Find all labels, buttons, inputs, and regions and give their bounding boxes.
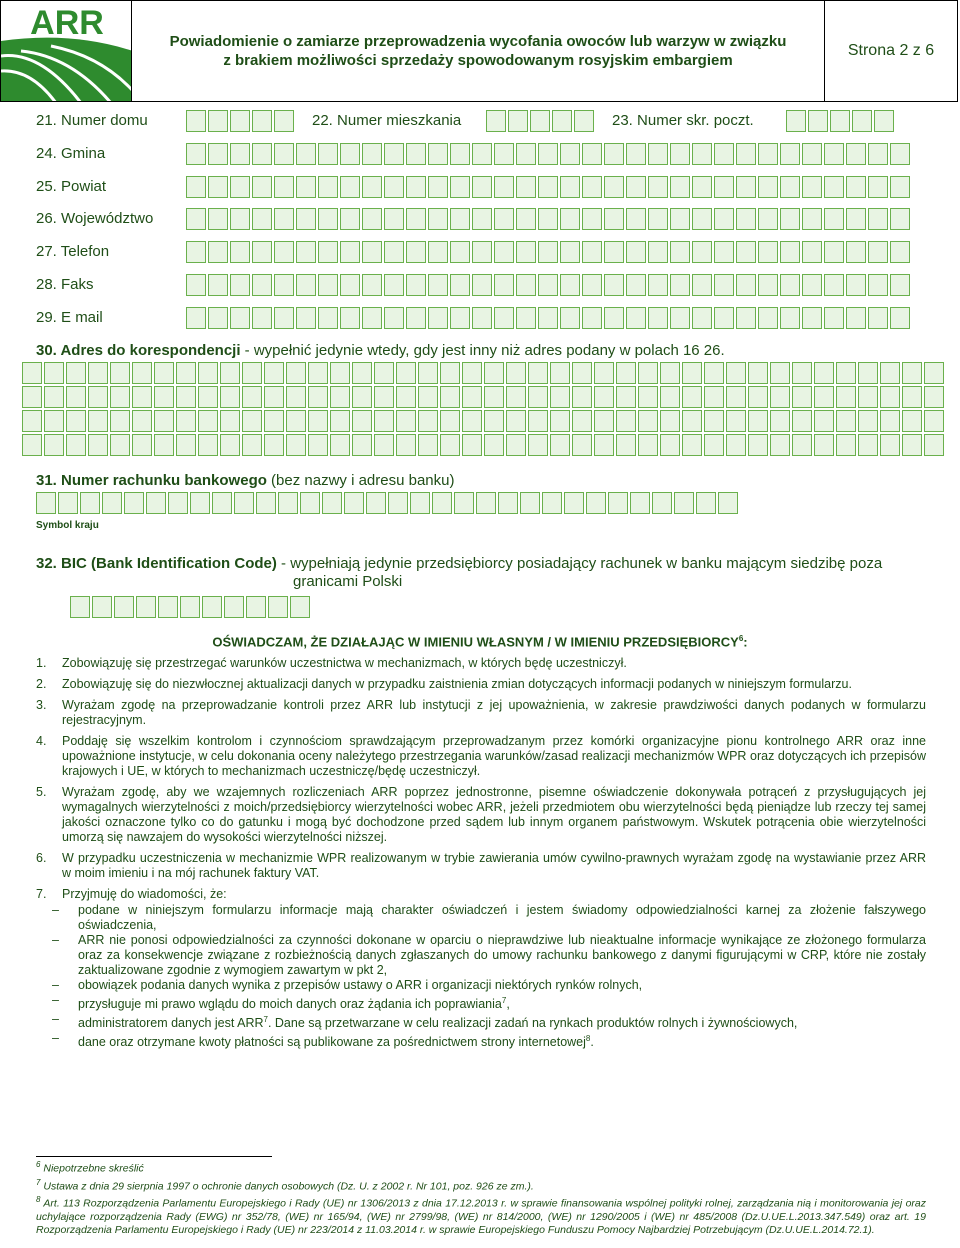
label-po-box: 23. Numer skr. poczt. — [612, 112, 754, 129]
label-bank-account: 31. Numer rachunku bankowego (bez nazwy i adresu banku) — [36, 472, 455, 489]
label-commune: 24. Gmina — [36, 145, 106, 162]
phone-field[interactable] — [186, 241, 912, 263]
correspondence-address-row-1[interactable] — [22, 362, 946, 384]
sub-item: – dane oraz otrzymane kwoty płatności są publikowane za pośrednictwem strony internetowej$^8$. — [52, 1031, 594, 1050]
statement-heading: OŚWIADCZAM, ŻE DZIAŁAJĄC W IMIENIU WŁASNYM / W IMIENIU PRZEDSIĘBIORCY$^6$: — [212, 634, 748, 650]
sub-item: – obowiązek podania danych wynika z przepisów ustawy o ARR i organizacji niektórych rynków rolnych, — [52, 978, 643, 992]
label-bic-cont: granicami Polski — [293, 573, 403, 590]
arr-logo-icon — [1, 1, 132, 102]
label-phone: 27. Telefon — [36, 243, 110, 260]
page-number: Strona 2 z 6 — [824, 0, 958, 102]
label-correspondence-address: 30. Adres do korespondencji - wypełnić jedynie wtedy, gdy jest inny niż adres podany w polach 16 26. — [36, 342, 725, 359]
page-header — [0, 0, 958, 104]
po-box-field[interactable] — [786, 110, 896, 132]
county-field[interactable] — [186, 176, 912, 198]
arr-logo — [0, 0, 132, 102]
correspondence-address-row-3[interactable] — [22, 410, 946, 432]
email-field[interactable] — [186, 307, 912, 329]
sub-item: – podane w niniejszym formularzu informacje mają charakter oświadczeń i jestem świadomy odpowiedzialności karnej za złożenie fałszywego oświadczenia, — [52, 903, 926, 932]
title-line-2: z brakiem możliwości sprzedaży spowodowanym rosyjskim embargiem — [223, 52, 733, 69]
house-number-field[interactable] — [186, 110, 296, 132]
title-line-1: Powiadomienie o zamiarze przeprowadzenia wycofania owoców lub warzyw w związku — [169, 33, 787, 50]
correspondence-address-row-2[interactable] — [22, 386, 946, 408]
footnote-divider — [36, 1156, 272, 1157]
list-item: 7. Przyjmuję do wiadomości, że: — [36, 887, 227, 901]
list-item: 3. Wyrażam zgodę na przeprowadzanie kontroli przez ARR lub instytucji z jej upoważnienia, w zakresie prawdziwości danych podanych w formularzu rejestracyjnym. — [36, 698, 926, 727]
sub-item: – przysługuje mi prawo wglądu do moich danych oraz żądania ich poprawiania$^7$, — [52, 993, 510, 1012]
sub-item: – administratorem danych jest ARR$^7$. Dane są przetwarzane w celu realizacji zadań na rynkach produktów rolnych i żywnościowych, — [52, 1012, 798, 1031]
label-bic: 32. BIC (Bank Identification Code) - wypełniają jedynie przedsiębiorcy posiadający rachunek w banku mającym siedzibę poza — [36, 555, 883, 572]
bank-account-field[interactable] — [36, 492, 740, 514]
fax-field[interactable] — [186, 274, 912, 296]
correspondence-address-row-4[interactable] — [22, 434, 946, 456]
list-item: 1. Zobowiązuję się przestrzegać warunków uczestnictwa w mechanizmach, w których będę uczestniczył. — [36, 656, 627, 670]
label-country-symbol: Symbol kraju — [36, 520, 99, 531]
list-item: 6. W przypadku uczestniczenia w mechanizmie WPR realizowanym w trybie zawierania umów cywilno-prawnych wyrażam zgodę na wystawianie przez ARR w moim imieniu i na mój rachunek faktury VAT. — [36, 851, 926, 880]
apartment-number-field[interactable] — [486, 110, 596, 132]
label-voivodeship: 26. Województwo — [36, 210, 154, 227]
footnote: $^6$ Niepotrzebne skreślić — [36, 1160, 144, 1175]
label-county: 25. Powiat — [36, 178, 107, 195]
bic-field[interactable] — [70, 596, 312, 618]
list-item: 5. Wyrażam zgodę, aby we wzajemnych rozliczeniach ARR poprzez jednostronne, pisemne oświadczenie dokonywała potrąceń z przysługujących jej wymagalnych wierzytelności z moich/przedsiębiorcy wierzytelności wobec ARR, jeżeli przedmiotem obu wierzytelności będą pieniądze lub rzeczy tej samej jakości oznaczone tylko co do gatunku i mogą być dochodzone przed sądem lub innym organem państwowym. Wskutek potrącenia obie wierzytelności umorzą się nawzajem do wysokości wierzytelności niższej. — [36, 785, 926, 844]
voivodeship-field[interactable] — [186, 208, 912, 230]
label-house-number: 21. Numer domu — [36, 112, 148, 129]
sub-item: – ARR nie ponosi odpowiedzialności za czynności dokonane w oparciu o nieprawdziwe lub nieaktualne informacje wynikające ze złożonego formularza oraz za konsekwencje związane z rozbieżnością danych zgłaszanych do umowy rachunku bankowego z danymi figurującymi w CRP, które nie zostały zaktualizowane zgodnie z wymogiem zawartym w pkt 2, — [52, 933, 926, 977]
label-apartment-number: 22. Numer mieszkania — [312, 112, 462, 129]
document-title — [131, 0, 825, 102]
list-item: 4. Poddaję się wszelkim kontrolom i czynnościom sprawdzającym przeprowadzanym przez komórki organizacyjne pionu kontrolnego ARR oraz inne upoważnione instytucje, w celu dokonania oceny należytego przestrzegania warunków/zasad realizacji mechanizmów WPR oraz dotyczących ich przepisów krajowych i UE, w których to mechanizmach uczestniczę/będę uczestniczył. — [36, 734, 926, 778]
statement-list — [36, 656, 926, 1050]
commune-field[interactable] — [186, 143, 912, 165]
footnote: $^8$ Art. 113 Rozporządzenia Parlamentu Europejskiego i Rady (UE) nr 1306/2013 z dnia 17.12.2013 r. w sprawie finansowania wspólnej polityki rolnej, zarządzania nią i monitorowania jej oraz uchylające rozporządzenia Rady (EWG) nr 352/78, (WE) nr 165/94, (WE) nr 2799/98, (WE) nr 814/2000, (WE) nr 1290/2005 i (WE) nr 485/2008 (Dz.U.UE.L.2013.347.549) oraz art. 19 Rozporządzenia Parlamentu Europejskiego i Rady (UE) nr 223/2014 z 11.03.2014 r. w sprawie Europejskiego Funduszu Pomocy Najbardziej Potrzebującym (Dz.U.UE.L.2014.72.1). — [36, 1195, 926, 1236]
label-email: 29. E mail — [36, 309, 103, 326]
label-fax: 28. Faks — [36, 276, 94, 293]
footnotes — [36, 1158, 926, 1237]
svg-text:ARR: ARR — [30, 4, 104, 42]
list-item: 2. Zobowiązuję się do niezwłocznej aktualizacji danych w przypadku zaistnienia zmian dotyczących informacji podanych w niniejszym formularzu. — [36, 677, 852, 691]
footnote: $^7$ Ustawa z dnia 29 sierpnia 1997 o ochronie danych osobowych (Dz. U. z 2002 r. Nr 101, poz. 926 ze zm.). — [36, 1177, 534, 1192]
